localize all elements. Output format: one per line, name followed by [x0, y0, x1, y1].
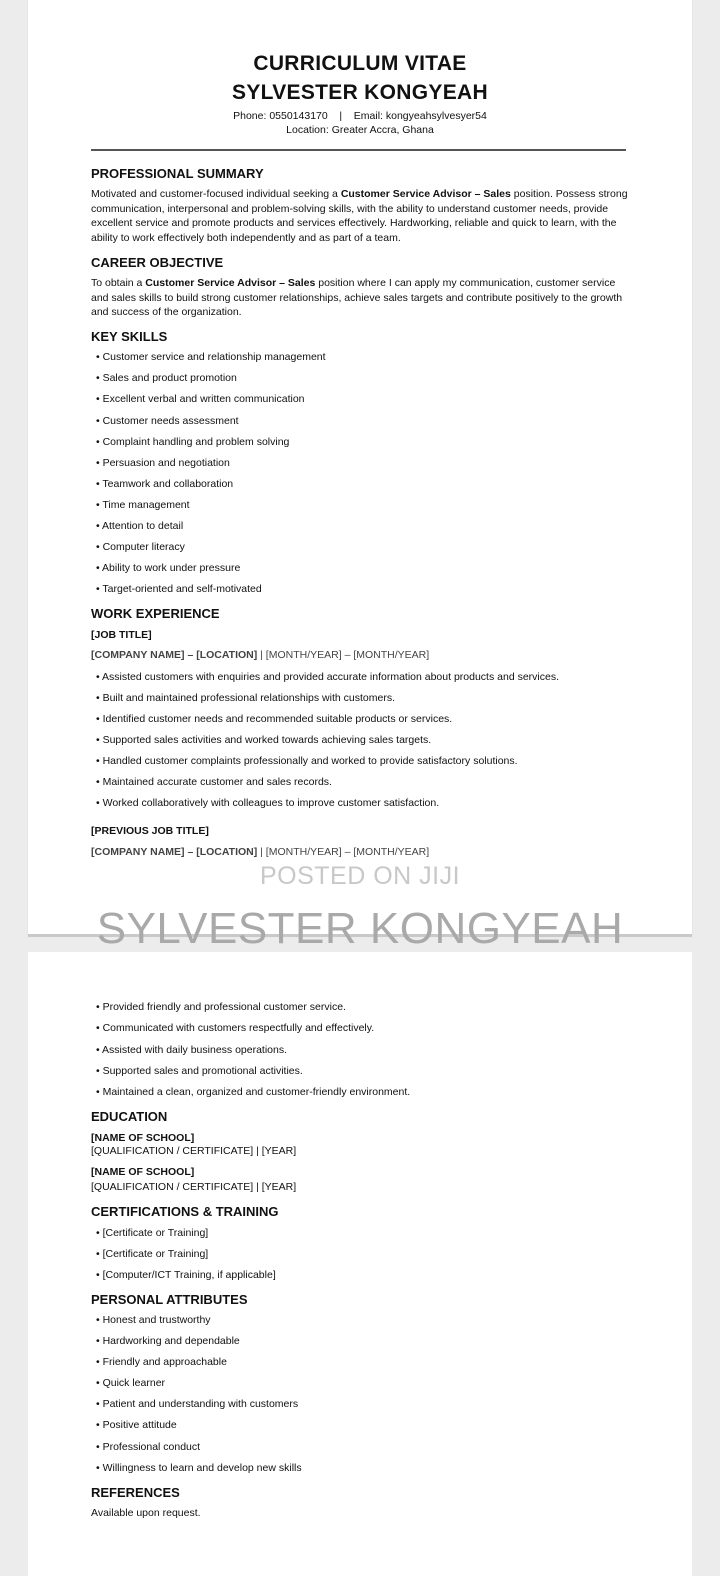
skill-item: • Persuasion and negotiation — [96, 457, 230, 469]
summary-text: Motivated and customer-focused individual seeking a Customer Service Advisor – Sales position. Possess strong communication, interpersonal and problem-solving skills, with the ability to understand customer needs, provide excellent service and promote products and services effectively. Hardworking, reliable and quick to learn, with the ability to work effectively both independently and as part of a team. — [91, 188, 628, 244]
job-title: [JOB TITLE] — [91, 629, 152, 641]
cv-page-2 — [28, 952, 692, 1576]
job-duty-item: • Assisted with daily business operations. — [96, 1044, 288, 1056]
previous-job-company-dates: [COMPANY NAME] – [LOCATION] | [MONTH/YEAR] – [MONTH/YEAR] — [91, 846, 430, 858]
location-line: Location: Greater Accra, Ghana — [286, 124, 434, 136]
summary-heading: PROFESSIONAL SUMMARY — [91, 166, 264, 181]
job-duty-item: • Built and maintained professional relationships with customers. — [96, 692, 395, 704]
attribute-item: • Quick learner — [96, 1377, 166, 1389]
job-duty-item: • Supported sales and promotional activities. — [96, 1065, 303, 1077]
certification-item: • [Certificate or Training] — [96, 1248, 209, 1260]
certification-item: • [Computer/ICT Training, if applicable] — [96, 1269, 276, 1281]
contact-line: Phone: 0550143170 | Email: kongyeahsylvesyer54 — [233, 110, 487, 122]
header-divider — [91, 149, 626, 151]
skill-item: • Complaint handling and problem solving — [96, 436, 290, 448]
school-name: [NAME OF SCHOOL] — [91, 1132, 195, 1144]
attribute-item: • Positive attitude — [96, 1419, 177, 1431]
skill-item: • Customer service and relationship management — [96, 351, 326, 363]
cv-page-1 — [28, 0, 692, 936]
school-name: [NAME OF SCHOOL] — [91, 1166, 195, 1178]
job-duty-item: • Assisted customers with enquiries and provided accurate information about products and services. — [96, 671, 559, 683]
job-company-dates: [COMPANY NAME] – [LOCATION] | [MONTH/YEAR] – [MONTH/YEAR] — [91, 649, 430, 661]
attribute-item: • Friendly and approachable — [96, 1356, 227, 1368]
skill-item: • Computer literacy — [96, 541, 185, 553]
attribute-item: • Professional conduct — [96, 1441, 201, 1453]
attributes-heading: PERSONAL ATTRIBUTES — [91, 1292, 248, 1307]
job-duty-item: • Supported sales activities and worked towards achieving sales targets. — [96, 734, 432, 746]
job-duty-item: • Maintained a clean, organized and customer-friendly environment. — [96, 1086, 411, 1098]
school-qualification: [QUALIFICATION / CERTIFICATE] | [YEAR] — [91, 1181, 297, 1193]
job-duty-item: • Worked collaboratively with colleagues to improve customer satisfaction. — [96, 797, 440, 809]
certification-item: • [Certificate or Training] — [96, 1227, 209, 1239]
skill-item: • Time management — [96, 499, 190, 511]
attribute-item: • Willingness to learn and develop new skills — [96, 1462, 302, 1474]
objective-text: To obtain a Customer Service Advisor – Sales position where I can apply my communication, customer service and sales skills to build strong customer relationships, achieve sales targets and contribute positively to the growth and success of the organization. — [91, 277, 623, 319]
skill-item: • Target-oriented and self-motivated — [96, 583, 262, 595]
document-title: CURRICULUM VITAE — [253, 52, 467, 75]
certifications-heading: CERTIFICATIONS & TRAINING — [91, 1204, 279, 1219]
watermark-posted: POSTED ON JIJI — [259, 862, 461, 890]
references-text: Available upon request. — [91, 1507, 201, 1519]
job-duty-item: • Provided friendly and professional customer service. — [96, 1001, 346, 1013]
objective-heading: CAREER OBJECTIVE — [91, 255, 224, 270]
skill-item: • Attention to detail — [96, 520, 184, 532]
job-duty-item: • Maintained accurate customer and sales records. — [96, 776, 332, 788]
job-duty-item: • Handled customer complaints professionally and worked to provide satisfactory solutions. — [96, 755, 518, 767]
education-heading: EDUCATION — [91, 1109, 168, 1124]
experience-heading: WORK EXPERIENCE — [91, 606, 220, 621]
watermark-name: SYLVESTER KONGYEAH — [96, 904, 624, 953]
attribute-item: • Hardworking and dependable — [96, 1335, 240, 1347]
references-heading: REFERENCES — [91, 1485, 180, 1500]
school-qualification: [QUALIFICATION / CERTIFICATE] | [YEAR] — [91, 1145, 297, 1157]
job-duty-item: • Communicated with customers respectfully and effectively. — [96, 1022, 375, 1034]
attribute-item: • Patient and understanding with customers — [96, 1398, 299, 1410]
candidate-name: SYLVESTER KONGYEAH — [232, 81, 488, 104]
skill-item: • Customer needs assessment — [96, 415, 239, 427]
previous-job-title: [PREVIOUS JOB TITLE] — [91, 825, 209, 837]
skill-item: • Sales and product promotion — [96, 372, 237, 384]
skill-item: • Excellent verbal and written communication — [96, 393, 305, 405]
skill-item: • Ability to work under pressure — [96, 562, 241, 574]
skill-item: • Teamwork and collaboration — [96, 478, 234, 490]
skills-heading: KEY SKILLS — [91, 329, 168, 344]
job-duty-item: • Identified customer needs and recommended suitable products or services. — [96, 713, 453, 725]
attribute-item: • Honest and trustworthy — [96, 1314, 211, 1326]
